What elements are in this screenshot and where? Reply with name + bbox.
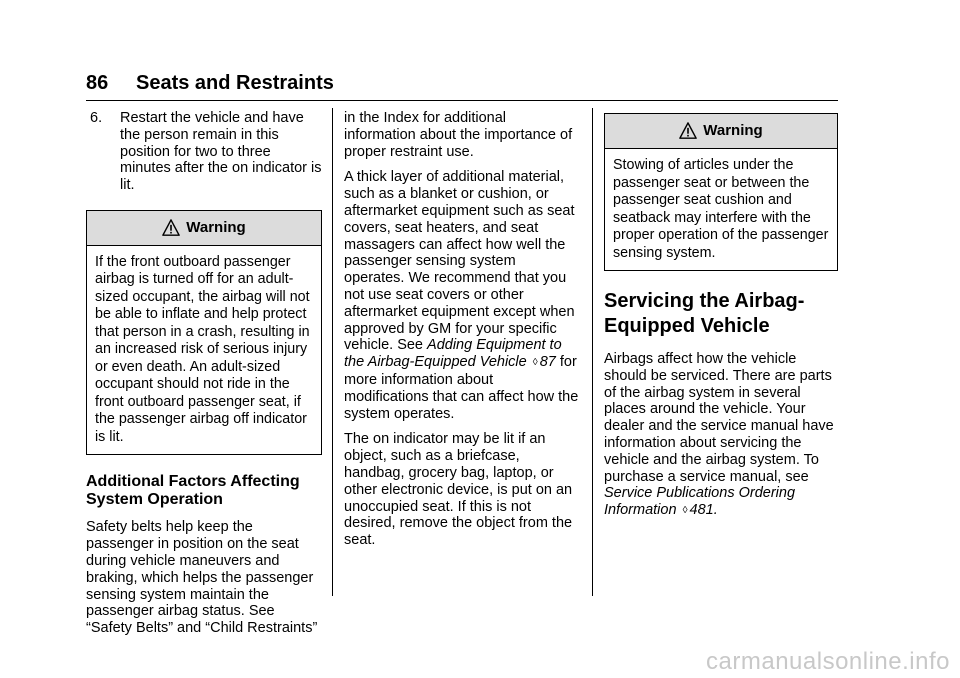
paragraph: in the Index for additional information about the importance of proper restraint use. xyxy=(344,110,573,160)
warning-header xyxy=(87,211,321,246)
warning-box xyxy=(604,113,838,271)
step-item xyxy=(86,110,322,194)
step-text: Restart the vehicle and have the person remain in this position for two to three minutes after the on indicator is lit. xyxy=(120,110,322,194)
watermark: carmanualsonline.info xyxy=(706,648,950,675)
column-1 xyxy=(86,110,322,646)
page-number: 86 xyxy=(86,72,109,94)
subsection-heading: Additional Factors Affecting System Operation xyxy=(86,473,300,509)
paragraph xyxy=(344,169,580,422)
warning-body: Stowing of articles under the passenger seat or between the passenger seat cushion and seatback may interfere with the proper operation of the passenger sensing system. xyxy=(613,157,829,261)
step-number: 6. xyxy=(90,110,103,126)
warning-title: Warning xyxy=(703,121,763,139)
warning-box xyxy=(86,210,322,456)
column-3 xyxy=(604,113,838,529)
cross-reference-link[interactable]: Service Publications Ordering Information xyxy=(604,485,796,519)
column-2 xyxy=(344,110,580,558)
paragraph-text: for more information about modifications that can affect how the system operates. xyxy=(344,354,579,422)
paragraph-text: Airbags affect how the vehicle should be serviced. There are parts of the airbag system in several places around the vehicle. Your dealer and the service manual have information about servicing the vehicle and the airbag system. To purchase a service manual, see xyxy=(604,351,834,485)
paragraph-text: A thick layer of additional material, such as a blanket or cushion, or aftermarket equipment such as seat covers, seat heaters, and seat massagers can affect how well the passenger sensing system operates. We recommend that you not use seat covers or other aftermarket equipment except when approved by GM for your specific vehicle. See xyxy=(344,169,575,354)
page-ref-icon: ◊ xyxy=(682,505,688,517)
warning-header xyxy=(605,114,837,149)
warning-triangle-icon xyxy=(162,219,180,237)
paragraph xyxy=(604,351,838,520)
column-divider xyxy=(332,108,333,596)
cross-reference-link[interactable]: Adding Equipment to the Airbag-Equipped Vehicle xyxy=(344,337,562,371)
page-header xyxy=(86,70,838,101)
paragraph: Safety belts help keep the passenger in position on the seat during vehicle maneuvers and braking, which helps the passenger sensing system maintain the passenger airbag status. See “Safety Belts” and “Child Restraints” xyxy=(86,519,318,637)
section-heading: Servicing the Airbag-Equipped Vehicle xyxy=(604,290,805,337)
warning-title: Warning xyxy=(186,218,246,236)
warning-body: If the front outboard passenger airbag is turned off for an adult-sized occupant, the airbag will not be able to inflate and help protect that person in a crash, resulting in an increased risk of serious injury or even death. An adult-sized occupant should not ride in the front outboard passenger seat, if the passenger airbag off indicator is lit. xyxy=(95,253,310,445)
page-ref-number[interactable]: 87 xyxy=(539,354,556,371)
page-ref-number[interactable]: 481. xyxy=(689,502,718,519)
column-divider xyxy=(592,108,593,596)
page-ref-icon: ◊ xyxy=(532,357,538,369)
warning-triangle-icon xyxy=(679,122,697,140)
section-title: Seats and Restraints xyxy=(136,72,334,94)
paragraph: The on indicator may be lit if an object, such as a briefcase, handbag, grocery bag, laptop, or other electronic device, is put on an unoccupied seat. If this is not desired, remove the object from the seat. xyxy=(344,431,573,549)
